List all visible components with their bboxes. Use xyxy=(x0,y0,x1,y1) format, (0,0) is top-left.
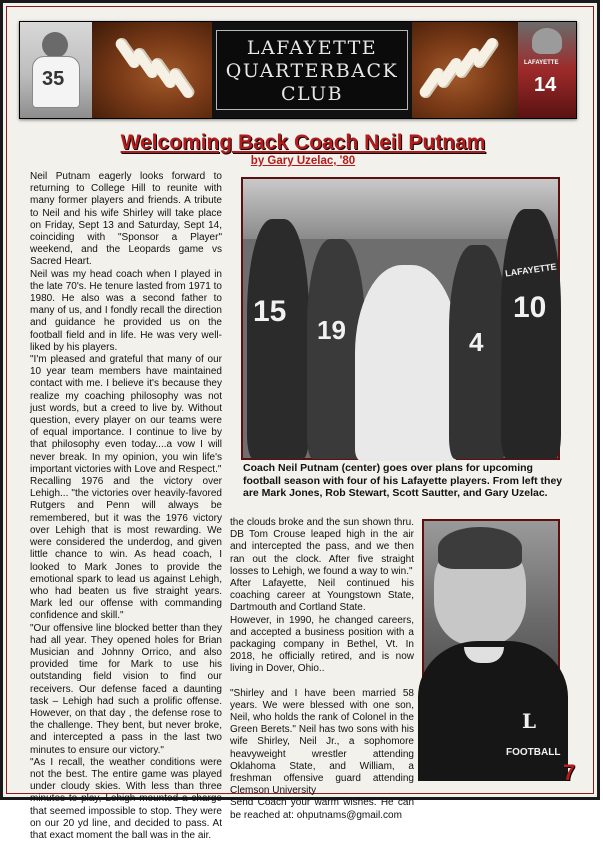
jersey-lettering: LAFAYETTE xyxy=(504,261,558,279)
article-left-column xyxy=(30,171,222,842)
football-laces-right xyxy=(412,22,518,118)
player-jersey-number: 10 xyxy=(513,291,547,324)
player-jersey-number: 15 xyxy=(253,295,287,328)
club-title-line-1: LAFAYETTE xyxy=(246,37,378,59)
coach-and-players-photo xyxy=(241,177,560,460)
left-jersey-number: 35 xyxy=(42,68,65,90)
right-jersey-text: LAFAYETTE xyxy=(524,60,559,66)
paragraph: Send Coach your warm wishes. He can be reached at: ohputnams@gmail.com xyxy=(230,797,414,821)
paragraph: the clouds broke and the sun shown thru. DB Tom Crouse leaped high in the air and intercepted the pass, and we then ran out the clock. After five straight losses to Lehigh, we found a way to win." xyxy=(230,517,414,577)
shirt-logo: L xyxy=(522,709,537,733)
right-player-photo xyxy=(518,22,576,118)
paragraph: "As I recall, the weather conditions were not the best. The entire game was played under cloudy skies. With less than three minutes to play, Lehigh mounted a charge that seemed impossible to stop. They were on our 20 yd line, and decided to pass. At that exact moment the ball was in the air. xyxy=(30,756,222,841)
header-banner xyxy=(19,21,577,119)
left-player-photo xyxy=(20,22,92,118)
club-title xyxy=(216,30,408,110)
paragraph: Neil Putnam eagerly looks forward to returning to College Hill to reunite with many former players and friends. A tribute to Neil and his wife Shirley will take place on Friday, Sept 13 and Saturday, Sept 14, coinciding with "Sponsor a Player" weekend, and the Leopards game vs Sacred Heart. xyxy=(30,171,222,268)
article-middle-column xyxy=(230,517,414,822)
paragraph: "Shirley and I have been married 58 years. We were blessed with one son, Neil, who holds the rank of Colonel in the Green Berets." Neil has two sons with his wife Shirley, Neil Jr., a sophomore heavyweight wrestler attending Oklahoma State, and William, a freshman offensive guard attending Clemson University xyxy=(230,687,414,797)
article-byline: by Gary Uzelac, '80 xyxy=(250,155,356,167)
football-laces-left xyxy=(92,22,212,118)
shirt-text: FOOTBALL xyxy=(506,747,561,758)
paragraph: However, in 1990, he changed careers, and accepted a business position with a packaging company in Bethel, Vt. In 2018, he officially retired, and is now living in Dover, Ohio.. xyxy=(230,614,414,675)
page-number: 7 xyxy=(563,760,576,785)
coach-portrait-photo xyxy=(422,519,560,770)
right-jersey-number: 14 xyxy=(534,74,557,96)
paragraph: After Lafayette, Neil continued his coaching career at Youngstown State, Dartmouth and Cortland State. xyxy=(230,578,414,614)
article-headline: Welcoming Back Coach Neil Putnam xyxy=(120,131,486,154)
paragraph: "I'm pleased and grateful that many of our 10 year team members have maintained contact with me. I believe it's because they realize my coaching philosophy was not just words, but a creed to live by. Without question, every player on our teams were of equal importance. I continue to live by that philosophy even today....a vow I will never break. In my opinion, you win life's important victories with Love and Respect." xyxy=(30,354,222,475)
club-title-line-2: QUARTERBACK xyxy=(225,60,399,82)
paragraph: "Our offensive line blocked better than they had all year. They opened holes for Brian Musician and Johnny Orrico, and also provided time for Mark to use his outstanding field vision to find our receivers. Our defense faced a daunting task – Lehigh had such a prolific offense. However, on that day , the defense rose to the challenge. They bent, but never broke, and intercepted a pass in the last two minutes to ensure our victory." xyxy=(30,622,222,756)
photo-caption: Coach Neil Putnam (center) goes over plans for upcoming football season with four of his Lafayette players. From left they are Mark Jones, Rob Stewart, Scott Sautter, and Gary Uzelac. xyxy=(243,462,563,499)
paragraph: Recalling 1976 and the victory over Lehigh... "the victories over heavily-favored Rutgers and Penn will always be remembered, but it was the 1976 victory over Lehigh that is most rewarding. We were considered the underdog, and given little chance to win. As head coach, I looked to Mark Jones to provide the emotional spark to lead us against Lehigh, who had beaten us five straight years. Mark led our offense with commanding confidence and skill." xyxy=(30,476,222,622)
player-jersey-number: 4 xyxy=(469,327,484,357)
player-jersey-number: 19 xyxy=(317,315,346,345)
club-title-line-3: CLUB xyxy=(280,83,344,105)
paragraph: Neil was my head coach when I played in the late 70's. He tenure lasted from 1971 to 1980. He also was a second father to many of us, and I fondly recall the direction and guidance he provided us on the football field and in life. He was very well-liked by his players. xyxy=(30,268,222,353)
